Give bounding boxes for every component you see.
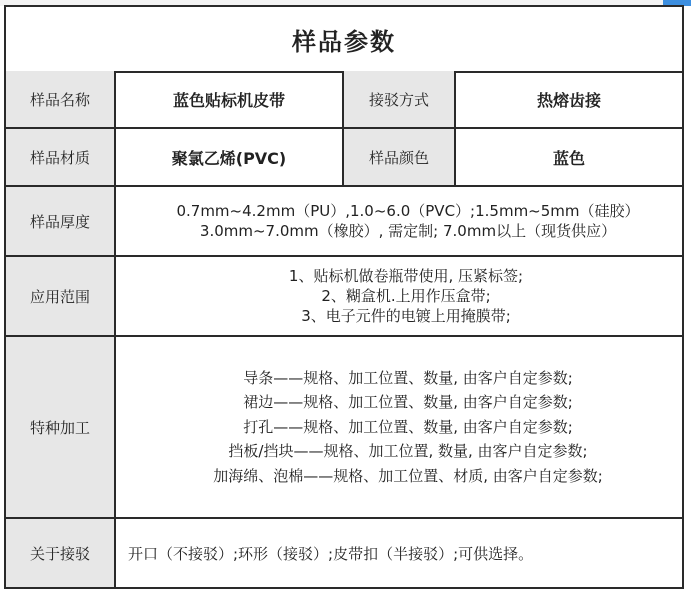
processing-line: 加海绵、泡棉——规格、加工位置、材质, 由客户自定参数;: [213, 466, 603, 485]
label-material: 样品材质: [6, 129, 116, 185]
label-color: 样品颜色: [344, 129, 456, 185]
table-row-processing: [6, 337, 682, 519]
table-title-row: [6, 7, 682, 73]
processing-line: 打孔——规格、加工位置、数量, 由客户自定参数;: [243, 417, 573, 436]
table-row-material: [6, 129, 682, 187]
label-application: 应用范围: [6, 257, 116, 335]
table-row-name: [6, 71, 682, 129]
application-line: 2、糊盒机.上用作压盒带;: [321, 287, 491, 305]
application-line: 3、电子元件的电镀上用掩膜带;: [301, 307, 511, 325]
value-color: 蓝色: [552, 148, 585, 168]
value-application: [116, 257, 682, 335]
label-sample-name: 样品名称: [6, 71, 116, 127]
spec-table: [4, 5, 684, 589]
label-processing: 特种加工: [6, 337, 116, 517]
thickness-line: 0.7mm~4.2mm（PU）,1.0~6.0（PVC）;1.5mm~5mm（硅胶）: [176, 202, 640, 220]
value-material: 聚氯乙烯(PVC): [116, 129, 344, 185]
value-joint: 开口（不接驳）;环形（接驳）;皮带扣（半接驳）;可供选择。: [128, 544, 534, 563]
table-row-thickness: [6, 187, 682, 257]
application-line: 1、贴标机做卷瓶带使用, 压紧标签;: [288, 267, 524, 285]
table-title: 样品参数: [292, 27, 396, 56]
label-thickness: 样品厚度: [6, 187, 116, 255]
table-row-application: [6, 257, 682, 337]
label-joint: 关于接驳: [6, 519, 116, 587]
label-joint-method: 接驳方式: [344, 71, 456, 127]
processing-line: 导条——规格、加工位置、数量, 由客户自定参数;: [243, 368, 573, 387]
value-joint-method: 热熔齿接: [536, 90, 601, 110]
value-thickness: [116, 187, 682, 255]
table-row-joint: [6, 519, 682, 587]
thickness-line: 3.0mm~7.0mm（橡胶）, 需定制; 7.0mm以上（现货供应）: [199, 222, 617, 240]
processing-line: 裙边——规格、加工位置、数量, 由客户自定参数;: [243, 393, 573, 412]
value-processing: [116, 337, 682, 517]
value-sample-name: 蓝色贴标机皮带: [116, 71, 344, 127]
processing-line: 挡板/挡块——规格、加工位置, 数量, 由客户自定参数;: [228, 442, 588, 461]
